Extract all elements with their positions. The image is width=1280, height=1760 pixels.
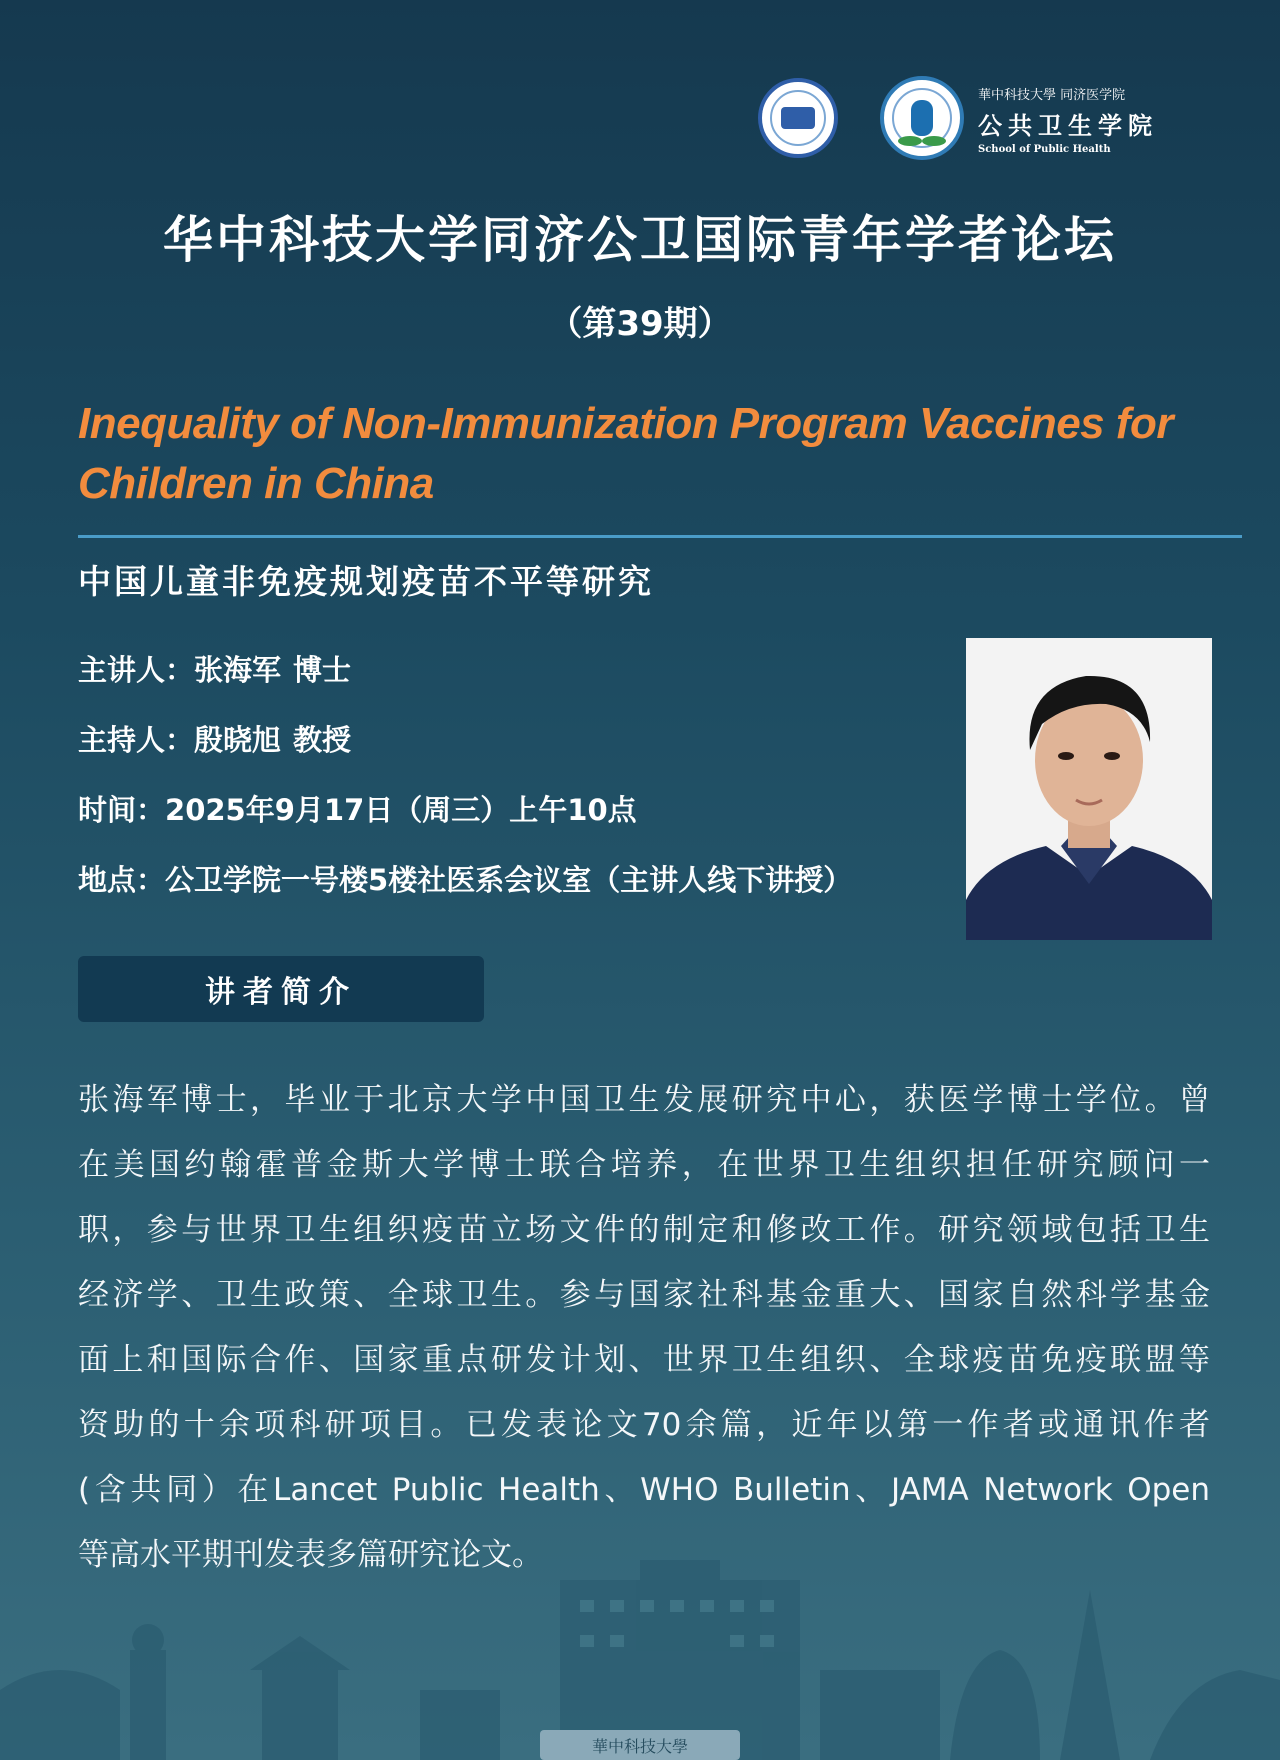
- tongji-college-line: 華中科技大學 同济医学院: [978, 88, 1126, 103]
- school-name-cn: 公共卫生学院: [978, 111, 1158, 140]
- speaker-row: [78, 648, 351, 689]
- bio-line: (含共同）在Lancet Public Health、WHO Bulletin、JAMA Network Open: [78, 1472, 1210, 1508]
- host-row: [78, 718, 351, 759]
- bio-section-header: [78, 956, 484, 1022]
- time-row: [78, 788, 637, 829]
- title-divider: [78, 535, 1242, 538]
- school-logo-text: [978, 84, 1188, 155]
- host-title: 教授: [293, 723, 352, 757]
- forum-title: 华中科技大学同济公卫国际青年学者论坛: [163, 211, 1117, 269]
- bio-line: 面上和国际合作、国家重点研发计划、世界卫生组织、全球疫苗免疫联盟等: [78, 1342, 1210, 1378]
- host-name: 殷晓旭: [194, 723, 282, 757]
- place-value: 公卫学院一号楼5楼社医系会议室（主讲人线下讲授）: [165, 863, 853, 897]
- english-talk-title: Inequality of Non-Immunization Program Vaccines for Children in China: [78, 399, 1174, 508]
- speaker-title: 博士: [293, 653, 352, 687]
- speaker-photo: [966, 638, 1212, 940]
- speaker-bio: [78, 1068, 1210, 1588]
- speaker-name: 张海军: [194, 653, 282, 687]
- footer-seal-text: 華中科技大學: [591, 1737, 689, 1756]
- time-label: 时间：: [78, 793, 166, 827]
- bio-line: 张海军博士，毕业于北京大学中国卫生发展研究中心，获医学博士学位。曾: [78, 1082, 1210, 1118]
- school-name-en: School of Public Health: [978, 144, 1111, 155]
- host-label: 主持人：: [78, 723, 195, 757]
- campus-skyline-illustration: [0, 1540, 1280, 1760]
- tongji-seal-logo: [880, 76, 964, 160]
- bio-line: 等高水平期刊发表多篇研究论文。: [78, 1537, 543, 1573]
- chinese-talk-title: 中国儿童非免疫规划疫苗不平等研究: [78, 562, 654, 601]
- bio-line: 在美国约翰霍普金斯大学博士联合培养，在世界卫生组织担任研究顾问一: [78, 1147, 1210, 1183]
- place-label: 地点：: [78, 863, 166, 897]
- bio-line: 职，参与世界卫生组织疫苗立场文件的制定和修改工作。研究领域包括卫生: [78, 1212, 1210, 1248]
- issue-number: （第39期）: [548, 304, 732, 344]
- bio-line: 资助的十余项科研项目。已发表论文70余篇，近年以第一作者或通讯作者: [78, 1407, 1210, 1443]
- time-value: 2025年9月17日（周三）上午10点: [165, 793, 637, 827]
- bio-line: 经济学、卫生政策、全球卫生。参与国家社科基金重大、国家自然科学基金: [78, 1277, 1210, 1313]
- hust-seal-logo: [758, 78, 838, 158]
- bio-section-label: 讲者简介: [205, 975, 357, 1010]
- header-logos: [758, 76, 1178, 160]
- speaker-label: 主讲人：: [78, 653, 195, 687]
- place-row: [78, 858, 852, 899]
